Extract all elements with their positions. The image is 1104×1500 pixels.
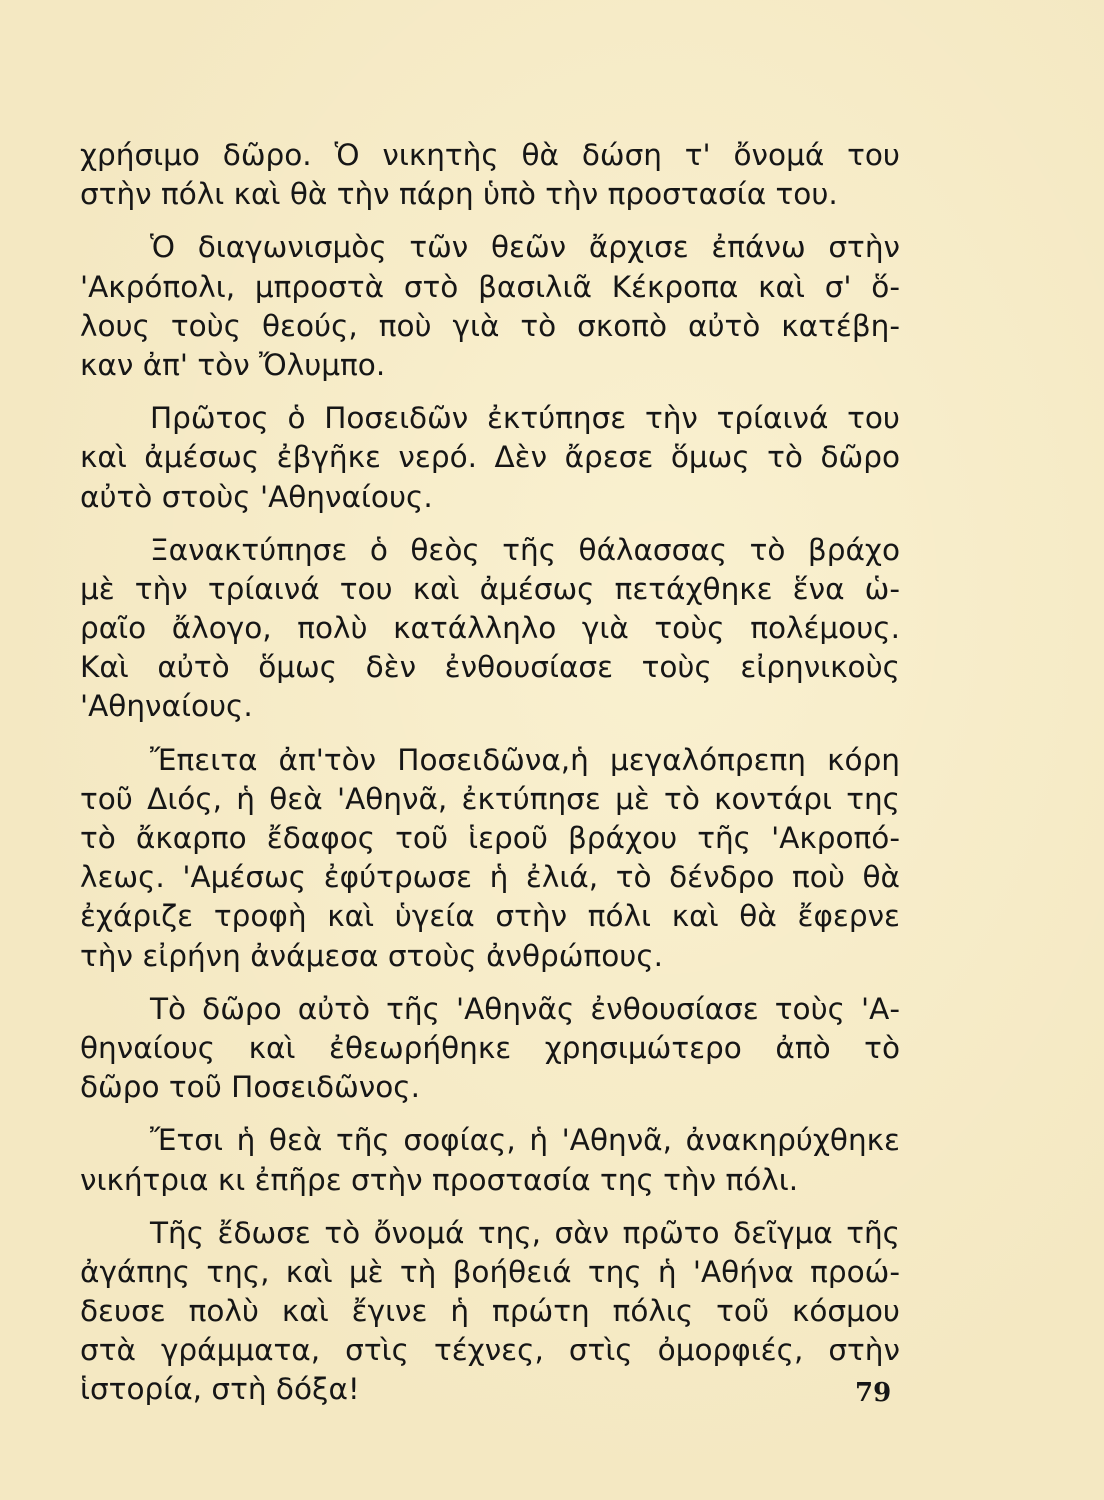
text-line: δῶρο τοῦ Ποσειδῶνος. <box>80 1070 420 1105</box>
text-line: μὲ τὴν τρίαινά του καὶ ἀμέσως πετάχθηκε ἕνα ὡ- <box>80 571 900 606</box>
text-line: δευσε πολὺ καὶ ἔγινε ἡ πρώτη πόλις τοῦ κόσμου <box>80 1294 900 1329</box>
text-line: Ξανακτύπησε ὁ θεὸς τῆς θάλασσας τὸ βράχο <box>150 532 900 567</box>
text-line: στὴν πόλι καὶ θὰ τὴν πάρη ὑπὸ τὴν προστασία του. <box>80 177 838 212</box>
paragraph <box>80 531 900 727</box>
page-number: 79 <box>855 1378 892 1408</box>
text-line: τοῦ Διός, ἡ θεὰ 'Αθηνᾶ, ἐκτύπησε μὲ τὸ κοντάρι της <box>80 781 900 816</box>
paragraph <box>80 399 900 517</box>
text-line: καν ἀπ' τὸν Ὄλυμπο. <box>80 347 386 382</box>
text-line: ἱστορία, στὴ δόξα! <box>80 1372 360 1407</box>
text-line: 'Ακρόπολι, μπροστὰ στὸ βασιλιᾶ Κέκροπα καὶ σ' ὅ- <box>80 269 900 304</box>
text-line: Καὶ αὐτὸ ὅμως δὲν ἐνθουσίασε τοὺς εἰρηνικοὺς <box>80 650 900 685</box>
paragraph <box>80 990 900 1108</box>
text-line: καὶ ἀμέσως ἐβγῆκε νερό. Δὲν ἄρεσε ὅμως τὸ δῶρο <box>80 440 900 475</box>
text-line: Πρῶτος ὁ Ποσειδῶν ἐκτύπησε τὴν τρίαινά του <box>150 401 900 436</box>
text-line: 'Αθηναίους. <box>80 689 253 724</box>
text-line: στὰ γράμματα, στὶς τέχνες, στὶς ὀμορφιές, στὴν <box>80 1333 900 1368</box>
paragraph <box>80 228 900 385</box>
text-line: Ἔπειτα ἀπ'τὸν Ποσειδῶνα,ἡ μεγαλόπρεπη κόρη <box>150 742 900 777</box>
text-line: ραῖο ἄλογο, πολὺ κατάλληλο γιὰ τοὺς πολέμους. <box>80 611 900 646</box>
text-line: ἀγάπης της, καὶ μὲ τὴ βοήθειά της ἡ 'Αθήνα προώ- <box>80 1254 900 1289</box>
text-line: τὴν εἰρήνη ἀνάμεσα στοὺς ἀνθρώπους. <box>80 938 664 973</box>
text-line: θηναίους καὶ ἐθεωρήθηκε χρησιμώτερο ἀπὸ τὸ <box>80 1030 900 1065</box>
text-line: Ἔτσι ἡ θεὰ τῆς σοφίας, ἡ 'Αθηνᾶ, ἀνακηρύχθηκε <box>150 1123 900 1158</box>
text-line: Τῆς ἔδωσε τὸ ὄνομά της, σὰν πρῶτο δεῖγμα τῆς <box>150 1215 900 1250</box>
paragraph <box>80 136 900 214</box>
text-line: λεως. 'Αμέσως ἐφύτρωσε ἡ ἐλιά, τὸ δένδρο ποὺ θὰ <box>80 860 900 895</box>
text-line: λους τοὺς θεούς, ποὺ γιὰ τὸ σκοπὸ αὐτὸ κατέβη- <box>80 308 900 343</box>
body-text <box>80 136 900 1424</box>
text-line: ἐχάριζε τροφὴ καὶ ὑγεία στὴν πόλι καὶ θὰ ἔφερνε <box>80 899 900 934</box>
text-line: Ὁ διαγωνισμὸς τῶν θεῶν ἄρχισε ἐπάνω στὴν <box>150 230 900 265</box>
text-line: τὸ ἄκαρπο ἔδαφος τοῦ ἱεροῦ βράχου τῆς 'Ακροπό- <box>80 821 900 855</box>
paragraph <box>80 1121 900 1199</box>
paragraph <box>80 1214 900 1410</box>
text-line: αὐτὸ στοὺς 'Αθηναίους. <box>80 479 433 514</box>
text-line: Τὸ δῶρο αὐτὸ τῆς 'Αθηνᾶς ἐνθουσίασε τοὺς 'Α- <box>150 991 900 1026</box>
text-line: χρήσιμο δῶρο. Ὁ νικητὴς θὰ δώση τ' ὄνομά του <box>80 138 900 172</box>
paragraph <box>80 741 900 976</box>
text-line: νικήτρια κι ἐπῆρε στὴν προστασία της τὴν πόλι. <box>80 1162 799 1197</box>
